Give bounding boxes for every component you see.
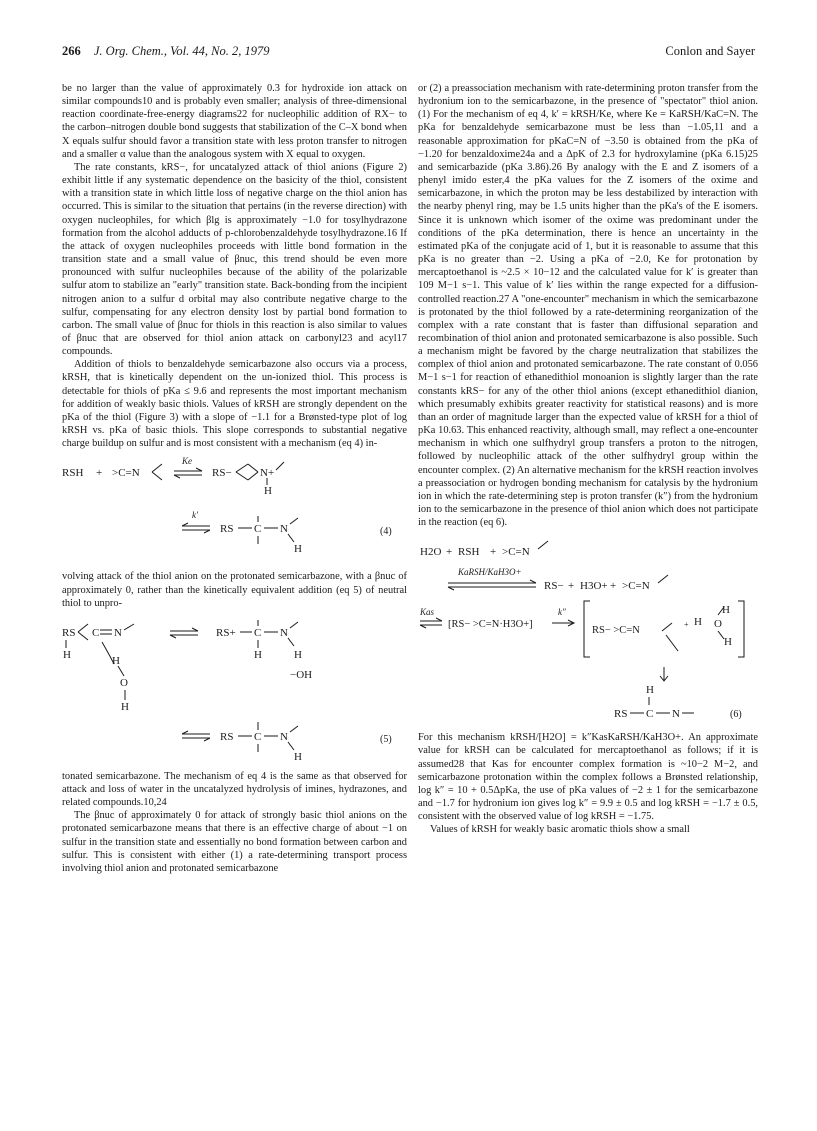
eq5-prod-h: H	[294, 750, 302, 763]
eq6-rsh: RSH	[458, 546, 480, 559]
eq6-plus1: +	[446, 546, 453, 559]
eq5-c2: C	[254, 626, 262, 639]
paragraph: Addition of thiols to benzaldehyde semicarbazone also occurs via a process, kRSH, that is kinetically dependent on the un-ionized thiol. This process is detectable for thiols of pKa ≤ 9.6 and represents the most important mechanism for addition of weakly basic thiols. Values of kRSH are strongly dependent on the pKa of the thiol (Figure 3) with a slope of −1.1 for a Brønsted-type plot of log kRSH vs. pKa of basic thiols. This slope corresponds to substantial negative charge buildup on sulfur and is most consistent with a mechanism (eq 4) in-	[62, 359, 407, 450]
paragraph: Values of kRSH for weakly basic aromatic thiols show a small	[430, 824, 690, 836]
paragraph: For this mechanism kRSH/[H2O] = k″KasKaRSH/KaH3O+. An approximate value for kRSH can be calculated for mercaptoethanol as follows; if it is assumed28 that Kas for encounter complex formation is ~10−2 M−2, and semicarbazone protonation within the complex follows a Brønsted relationship, log k″ = 10 + 0.5ΔpKa, the use of pKa values of −2 ± 1 for the semicarbazone and −1.7 for hydronium ion gives log k″ = 9.9 ± 0.5 and log kRSH = −1.7 ± 0.5, consistent with the observed value of log kRSH = −1.75.	[418, 732, 758, 823]
eq4-imine: >C=N	[112, 467, 140, 480]
eq5-prod-n: N	[280, 730, 288, 743]
paragraph: tonated semicarbazone. The mechanism of eq 4 is the same as that observed for attack and loss of water in the uncatalyzed hydrolysis of imines, hydrazones, and related compounds.10,24	[62, 770, 407, 809]
eq4-product-rs: RS	[220, 523, 234, 536]
eq6-prod-h: H	[646, 684, 654, 697]
paragraph: or (2) a preassociation mechanism with rate-determining proton transfer from the hydronium ion to the semicarbazone, in the presence of "spectator" thiol anion. (1) For the mechanism of eq 4, k′ = kRSH/Ke, where Ke = KaRSH/KaC=N. The pKa for benzaldehyde semicarbazone must be less than −1.05,11 and a reasonable approximation for pKaC=N of −3.50 is obtained from the pKa of −1.20 for benzaldoxime24a and a ΔpK of 2.3 for hydroxylamine (pKa 6.15)25 and semicarbazide (pKa 3.86).26 By analogy with the E and Z isomers of a phenyl imido ester,4 the pKa values for the Z isomers of the oxime and semicarbazone, in which the proton may be less destabilized by interaction with the nearby phenyl ring, may be 1.5 units higher than the pKa's of the E isomers. Since it is unknown which isomer of the oxime was predominant under the conditions of the pKa determination, there is hence an uncertainty in the estimated pKa of the conjugate acid of 1, but it is reasonable to assume that this pKa is no greater than −2. Using a pKa of −2.0, Ke for protonation by mercaptoethanol is ~2.5 × 10−12 and the calculated value for k′ is greater than 109 M−1 s−1. This value of k′ lies within the range expected for a diffusion-controlled reaction.27 A "one-encounter" mechanism in which the semicarbazone is protonated by the thiol followed by a rate-determining reorganization of the complex with a rate constant that is faster than diffusional separation and recombination of thiol anion and protonated semicarbazone is also possible. Such a mechanism might be favored by the charge neutralization that stabilizes the complex of thiol anion and protonated semicarbazone. The rate constant of 0.056 M−1 s−1 for reaction of ethanedithiol monoanion is slightly larger than the rate constants kRS− for any of the other thiol anions (except ethanedithiol dianion, which presumably exhibits greater reactivity for statistical reasons) and is more than an order of magnitude larger than the expected value of kRSH for a thiol of pKa 10.63. This enhanced reactivity, although small, may reflect a one-encounter mechanism in which one sulfhydryl group transfers a proton to the nitrogen, followed by nucleophilic attack of the other sulfhydryl group within the encounter complex. (2) An alternative mechanism for the kRSH reaction involves a preassociation or hydrogen bonding mechanism for catalysis by the hydronium ion in which the rate-determining step is proton transfer (k″) from the hydronium ion to the semicarbazone in the presence of thiol anion which does not participate in the reaction (eq 6).	[418, 83, 758, 529]
eq6-b-o: O	[714, 618, 722, 631]
eq4-h2: H	[294, 543, 302, 556]
eq6-b-h-top: H	[722, 604, 730, 617]
eq5-n1: N	[114, 626, 122, 639]
eq6-prod-n: N	[672, 708, 680, 721]
eq6-kas: Kas	[420, 607, 435, 618]
page-header	[62, 44, 755, 62]
eq5-n2: N	[280, 626, 288, 639]
eq6-ka-ratio: KaRSH/KaH3O+	[458, 567, 522, 578]
equation-5-scheme	[62, 616, 407, 764]
eq6-complex: [RS− >C=N·H3O+]	[448, 619, 533, 631]
journal-citation: J. Org. Chem., Vol. 44, No. 2, 1979	[93, 44, 270, 58]
eq4-product-n: N	[280, 523, 288, 536]
eq6-imine: >C=N	[502, 546, 530, 559]
eq5-rs: RS	[62, 626, 76, 639]
paragraph: be no larger than the value of approximately 0.3 for hydroxide ion attack on similar compounds10 and is probably even smaller; analysis of three-dimensional reaction coordinate-free-energy diagrams22 for nucleophilic addition of RX− to the carbon–nitrogen double bond suggests that stabilization of the C–X bond when X equals sulfur should favor a transition state with less proton transfer to nitrogen and a smaller α value than the analogous system with X equal to oxygen.	[62, 83, 407, 160]
eq5-o: O	[120, 676, 128, 689]
eq5-prod-c: C	[254, 730, 262, 743]
running-authors: Conlon and Sayer	[665, 44, 755, 58]
eq5-h3: H	[121, 700, 129, 713]
eq4-plus: +	[96, 467, 103, 480]
eq6-label: (6)	[730, 709, 742, 721]
eq5-oh: −OH	[290, 668, 313, 681]
eq6-rs-minus: RS−	[544, 580, 564, 593]
eq6-plus4: +	[610, 580, 617, 593]
paragraph: The βnuc of approximately 0 for attack of strongly basic thiol anions on the protonated semicarbazone means that there is an effective charge of about −1 on sulfur in the transition state and essentially no bond formation between carbon and sulfur. This is consistent with either (1) a rate-determining transport process involving thiol anion and protonated semicarbazone	[62, 810, 407, 874]
eq5-prod-rs: RS	[220, 730, 234, 743]
eq4-h1: H	[264, 485, 272, 498]
eq5-h1: H	[63, 648, 71, 661]
eq6-b-h-mid: H	[694, 616, 702, 629]
eq4-cn: N+	[260, 467, 275, 480]
left-column	[62, 82, 407, 875]
eq4-rs-minus: RS−	[212, 467, 232, 480]
eq6-plus2: +	[490, 546, 497, 559]
eq4-label: (4)	[380, 526, 392, 538]
eq6-plus3: +	[568, 580, 575, 593]
eq6-b-h-bot: H	[724, 636, 732, 649]
equation-6-scheme	[418, 535, 758, 725]
eq6-h3o: H3O+	[580, 580, 608, 593]
equation-4-scheme	[62, 456, 407, 564]
paragraph: volving attack of the thiol anion on the protonated semicarbazone, with a βnuc of approximately 0, rather than the kinetically equivalent addition (eq 5) of neutral thiol to unpro-	[62, 571, 407, 609]
eq6-b-plus: +	[684, 620, 689, 630]
eq5-label: (5)	[380, 733, 392, 745]
paragraph: The rate constants, kRS−, for uncatalyzed attack of thiol anions (Figure 2) exhibit little if any systematic dependence on the basicity of the thiol, consistent with a transition state in which little loss of negative charge on the thiol anion has occurred. This is similar to the situation that pertains (in the reverse direction) with oxygen nucleophiles, for which βlg is approximately −1.0 for tosylhydrazone formation from the alcohol adducts of p-chlorobenzaldehyde tosylhydrazone.16 If the attack of oxygen nucleophiles proceeds with little bond formation in the transition state and a small value of βnuc, this trend should be even more pronounced with sulfur nucleophiles because of the ability of the polarizable sulfur atom to stabilize an "early" transition state. Back-bonding from the incipient nitrogen anion to a sulfur d orbital may also contribute negative charge to the sulfur, compensating for any electron density lost by partial bond formation to carbon. The small value of βnuc for thiols in this reaction is also similar to values of βnuc that are observed for thiol anion attack on carbonyl23 and acyl17 compounds.	[62, 161, 407, 358]
eq6-kdprime: k″	[558, 607, 566, 618]
eq6-prod-c: C	[646, 708, 654, 721]
eq5-c1: C	[92, 626, 100, 639]
eq4-kprime: k′	[192, 510, 198, 521]
eq4-ke-label: Ke	[182, 456, 192, 467]
eq5-h2: H	[112, 654, 120, 667]
eq6-h2o: H2O	[420, 546, 442, 559]
eq4-product-c: C	[254, 523, 262, 536]
page-number: 266	[62, 44, 81, 58]
eq6-imine2: >C=N	[622, 580, 650, 593]
eq6-prod-rs: RS	[614, 708, 628, 721]
eq4-rsh: RSH	[62, 467, 84, 480]
right-column	[418, 82, 758, 837]
eq5-h5: H	[254, 648, 262, 661]
eq5-h4: H	[294, 648, 302, 661]
eq5-rs-plus: RS+	[216, 626, 236, 639]
eq6-bracket-complex: RS− >C=N	[592, 625, 640, 637]
